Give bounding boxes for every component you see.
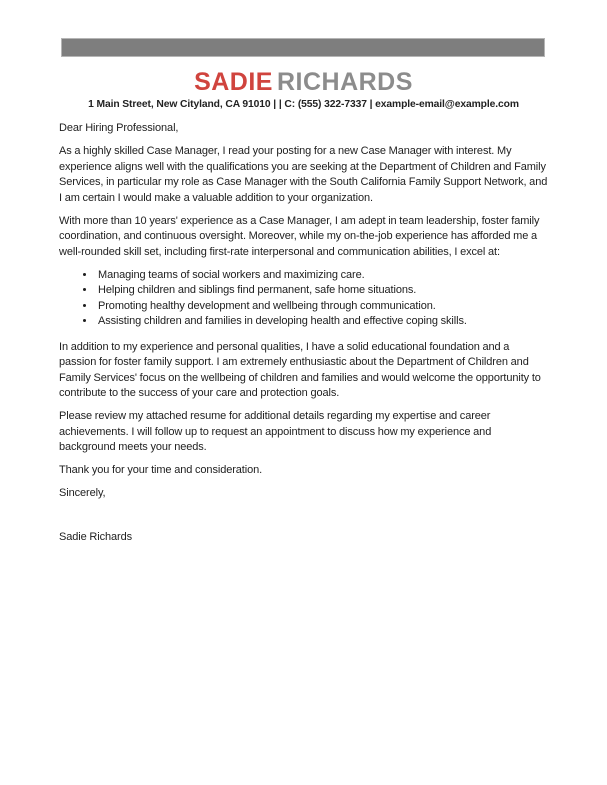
name-last: RICHARDS bbox=[276, 68, 413, 96]
skills-list bbox=[59, 268, 548, 330]
paragraph-experience: With more than 10 years' experience as a Case Manager, I am adept in team leadership, foster family coordination, and continuous oversight. Moreover, while my on-the-job experience has afforded me a well-rounded skill set, including first-rate interpersonal and communication abilities, I excel at: bbox=[59, 214, 540, 258]
letter-body bbox=[59, 121, 548, 553]
list-item: • Promoting healthy development and wellbeing through communication. bbox=[96, 299, 548, 315]
list-item: • Assisting children and families in developing health and effective coping skills. bbox=[96, 314, 548, 330]
signoff: Sincerely, bbox=[59, 487, 106, 499]
name-first: SADIE bbox=[194, 68, 273, 96]
list-item: • Helping children and siblings find permanent, safe home situations. bbox=[96, 283, 548, 299]
paragraph-resume: Please review my attached resume for additional details regarding my expertise and career achievements. I will follow up to request an appointment to discuss how my experience and background meets your needs. bbox=[59, 410, 492, 453]
salutation: Dear Hiring Professional, bbox=[59, 122, 179, 134]
paragraph-education: In addition to my experience and personal qualities, I have a solid educational foundation and a passion for foster family support. I am extremely enthusiastic about the Department of Children and Family Services' focus on the wellbeing of children and families and would welcome the opportunity to contribute to the success of your care and protection goals. bbox=[59, 340, 541, 399]
paragraph-intro: As a highly skilled Case Manager, I read your posting for a new Case Manager with interest. My experience aligns well with the qualifications you are seeking at the Department of Children and Family Services, in particular my role as Case Manager with the South California Family Support Network, and I am certain I would make a valuable addition to your organization. bbox=[59, 145, 548, 204]
header-divider-bar bbox=[61, 38, 545, 57]
contact-line: 1 Main Street, New Cityland, CA 91010 | | C: (555) 322-7337 | example-email@example.com bbox=[88, 99, 519, 110]
list-item: • Managing teams of social workers and maximizing care. bbox=[96, 268, 548, 284]
paragraph-thanks: Thank you for your time and consideration. bbox=[59, 464, 263, 476]
page-title bbox=[0, 70, 607, 95]
signature: Sadie Richards bbox=[59, 530, 132, 543]
